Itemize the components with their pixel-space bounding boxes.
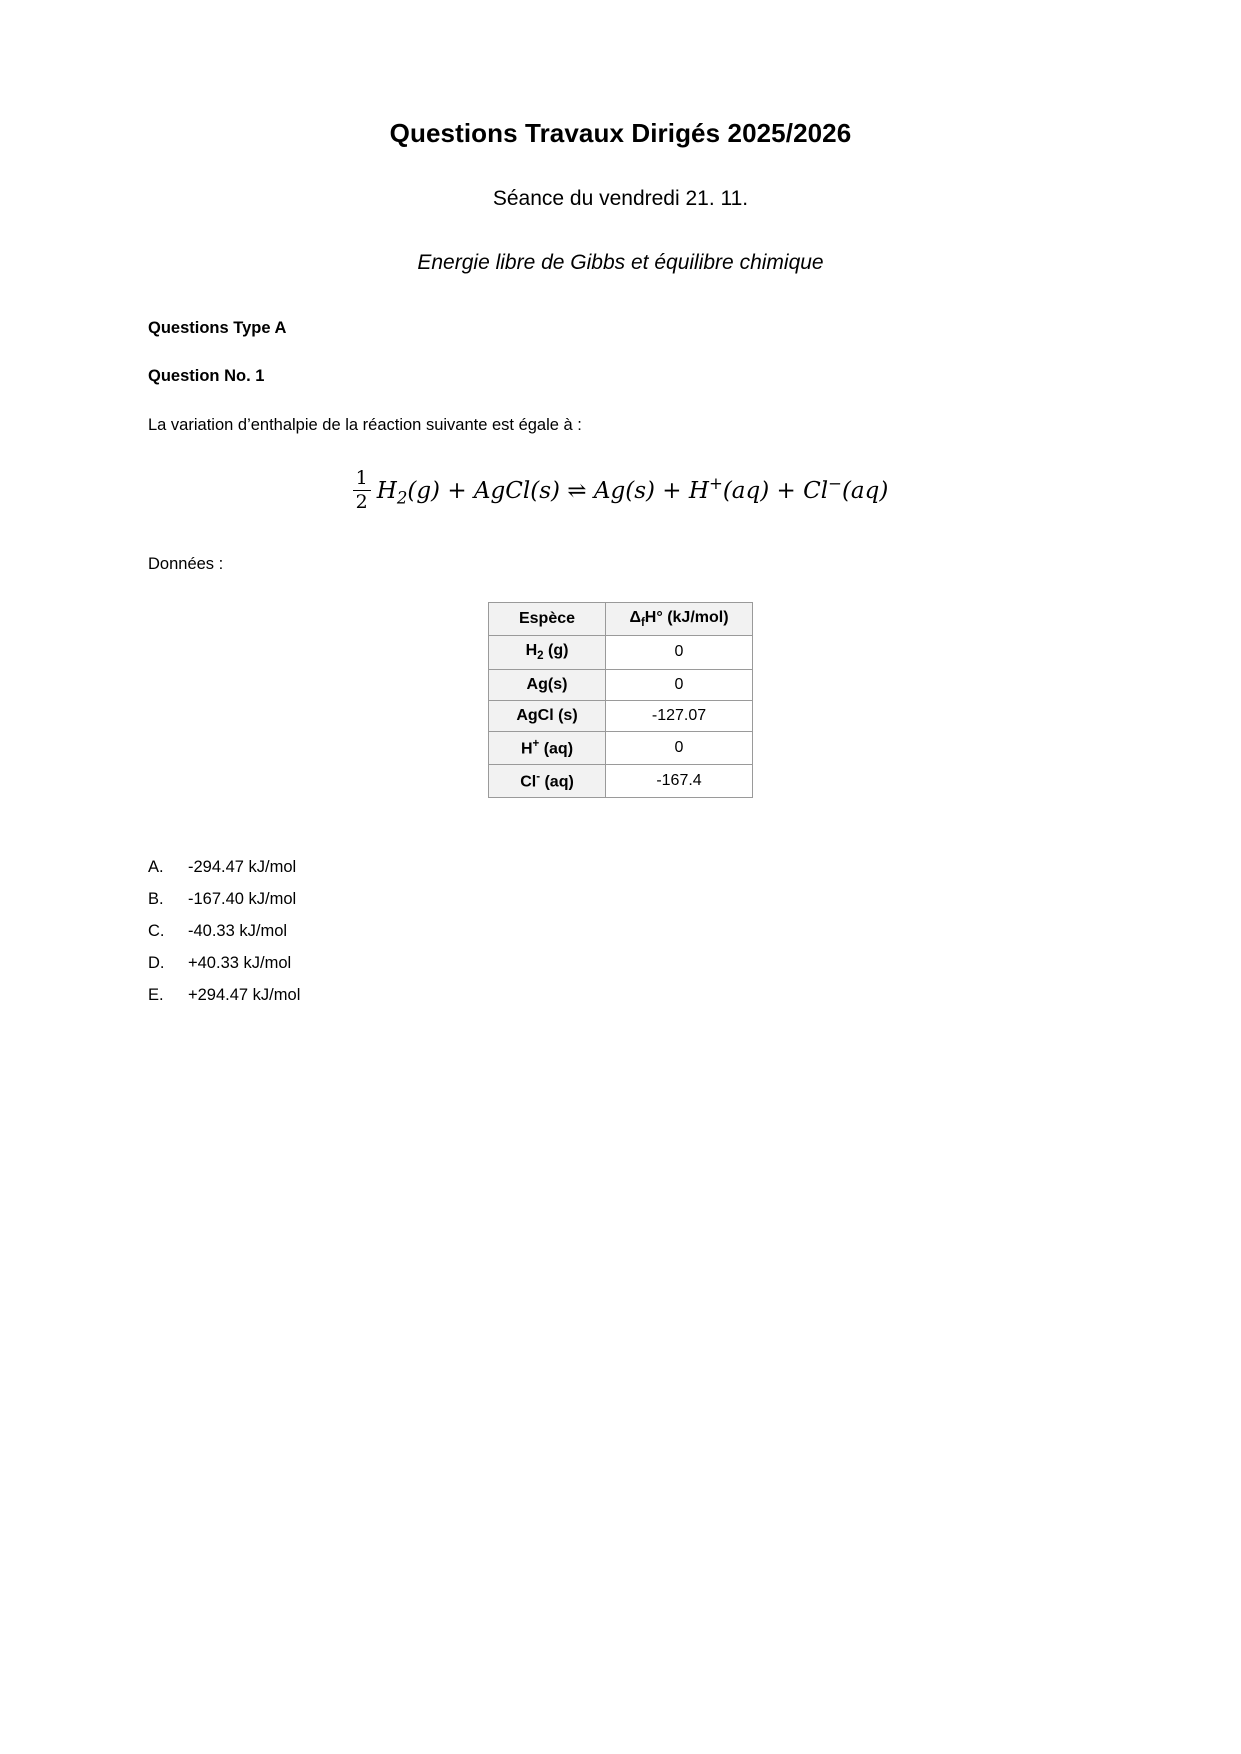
choice-text: +294.47 kJ/mol — [188, 986, 301, 1005]
equation-h2: H — [376, 477, 397, 504]
equation-h-charge: + — [708, 474, 723, 494]
species-base: Cl — [520, 773, 537, 791]
equation-cl-charge: − — [828, 474, 842, 494]
equation-ag-state: (s) + — [625, 477, 682, 504]
species-suffix: (aq) — [539, 740, 574, 758]
question-label: Question No. 1 — [148, 367, 265, 385]
equation-h2-state: (g) + — [407, 477, 467, 504]
table-cell-species — [489, 669, 606, 700]
table-cell-value: 0 — [606, 731, 753, 764]
choice-text: -167.40 kJ/mol — [188, 890, 297, 909]
equation-agcl-state: (s) — [530, 477, 560, 504]
table-cell-species — [489, 636, 606, 670]
species-suffix: (g) — [543, 642, 569, 660]
answer-choices — [148, 858, 1093, 1005]
choice-text: -294.47 kJ/mol — [188, 858, 297, 877]
table-cell-species — [489, 700, 606, 731]
species-base: H — [520, 740, 533, 758]
table-header-enthalpy — [606, 602, 753, 636]
list-item — [148, 986, 1093, 1005]
choice-letter: A. — [148, 858, 164, 877]
table-cell-value: -167.4 — [606, 765, 753, 798]
table-header-row — [489, 602, 753, 636]
equation-cl: Cl — [803, 477, 829, 504]
fraction-denominator: 2 — [353, 490, 371, 513]
table-row — [489, 700, 753, 731]
species-subscript: 2 — [537, 650, 544, 663]
species-charge: + — [532, 737, 540, 750]
equation-h: H — [688, 477, 709, 504]
choice-letter: D. — [148, 954, 165, 973]
species-base: Ag(s) — [526, 675, 568, 693]
table-cell-value: 0 — [606, 669, 753, 700]
table-body — [489, 636, 753, 798]
list-item — [148, 890, 1093, 909]
list-item — [148, 858, 1093, 877]
table-row — [489, 731, 753, 764]
section-label: Questions Type A — [148, 319, 287, 337]
table-head — [489, 602, 753, 636]
list-item — [148, 954, 1093, 973]
species-base: H — [525, 642, 538, 660]
table-row — [489, 669, 753, 700]
header-enthalpy-unit: H° (kJ/mol) — [644, 608, 729, 626]
topic-heading: Energie libre de Gibbs et équilibre chimique — [417, 251, 824, 274]
choice-text: +40.33 kJ/mol — [188, 954, 292, 973]
table-row — [489, 765, 753, 798]
equation-h-state: (aq) + — [722, 477, 796, 504]
equation-agcl: AgCl — [473, 477, 531, 504]
species-suffix: (aq) — [540, 773, 574, 791]
table-cell-value: -127.07 — [606, 700, 753, 731]
header-delta: Δ — [629, 608, 641, 626]
header-delta-subscript: f — [640, 616, 645, 629]
equation-h2-subscript: 2 — [396, 488, 408, 508]
choice-letter: C. — [148, 922, 165, 941]
equation-ag: Ag — [593, 477, 626, 504]
table-row — [489, 636, 753, 670]
choice-text: -40.33 kJ/mol — [188, 922, 288, 941]
table-cell-species — [489, 765, 606, 798]
table-header-species: Espèce — [489, 602, 606, 636]
session-subtitle: Séance du vendredi 21. 11. — [492, 187, 749, 210]
species-charge: - — [536, 771, 541, 784]
coefficient-fraction — [353, 468, 371, 514]
table-cell-value: 0 — [606, 636, 753, 670]
enthalpy-table — [488, 602, 753, 799]
page-title: Questions Travaux Dirigés 2025/2026 — [389, 118, 852, 148]
species-base: AgCl (s) — [516, 706, 578, 724]
fraction-numerator: 1 — [355, 467, 368, 489]
table-cell-species — [489, 731, 606, 764]
choice-letter: B. — [148, 890, 164, 909]
data-table-wrapper — [148, 602, 1093, 799]
choice-letter: E. — [148, 986, 164, 1005]
list-item — [148, 922, 1093, 941]
data-label: Données : — [148, 554, 224, 573]
question-intro: La variation d’enthalpie de la réaction suivante est égale à : — [148, 416, 582, 434]
equilibrium-arrow-icon: ⇌ — [567, 477, 587, 504]
equation-cl-state: (aq) — [841, 477, 889, 504]
chemical-equation — [148, 469, 1093, 515]
